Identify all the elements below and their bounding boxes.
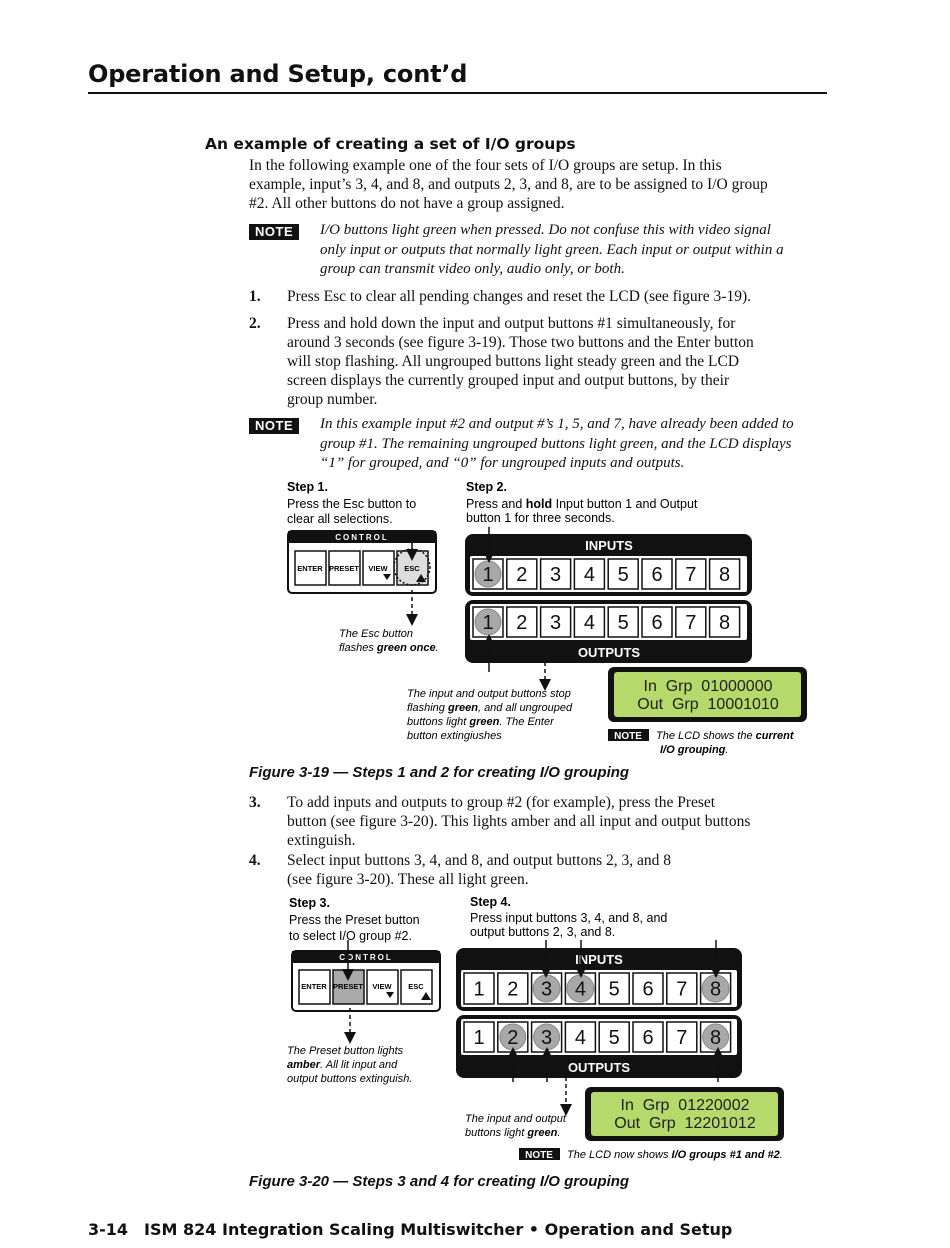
fig20-step4-title: Step 4. <box>470 895 511 909</box>
lcd-note: The LCD now shows I/O groups #1 and #2. <box>567 1149 783 1161</box>
intro-line: #2. All other buttons do not have a group assigned. <box>249 195 565 212</box>
step-number: 4. <box>249 852 261 869</box>
intro-line: In the following example one of the four sets of I/O groups are setup. In this <box>249 157 722 174</box>
fig19-step2-title: Step 2. <box>466 480 507 494</box>
fig20-step3-desc: to select I/O group #2. <box>289 929 412 943</box>
step-line: group number. <box>287 391 378 408</box>
input-button-label: 6 <box>642 978 654 1001</box>
input-button-label: 8 <box>710 978 722 1001</box>
view-button-label: VIEW <box>368 564 388 573</box>
step-number: 1. <box>249 288 261 305</box>
note-line: I/O buttons light green when pressed. Do not confuse this with video signal <box>320 222 771 238</box>
outputs-label: OUTPUTS <box>567 1060 631 1075</box>
io-note: buttons light green. The Enter <box>407 716 554 728</box>
note-line: group #1. The remaining ungrouped buttons light green, and the LCD displays <box>320 435 792 452</box>
intro-line: example, input’s 3, 4, and 8, and outputs 2, 3, and 8, are to be assigned to I/O group <box>249 176 768 193</box>
input-button-label: 3 <box>550 564 562 586</box>
io-note: The input and output buttons stop <box>407 688 571 700</box>
note-line: only input or outputs that normally light green. Each input or output within a <box>320 241 784 258</box>
note-badge-label: NOTE <box>614 731 642 742</box>
fig20-step3-title: Step 3. <box>289 896 330 910</box>
input-button-label: 8 <box>719 564 731 586</box>
note-line: “1” for grouped, and “0” for ungrouped inputs and outputs. <box>320 455 685 471</box>
output-button-label: 3 <box>541 1027 553 1049</box>
lcd-line: In Grp 01000000 <box>643 678 773 695</box>
inputs-label: INPUTS <box>585 538 633 553</box>
fig20-step4-desc: Press input buttons 3, 4, and 8, and <box>470 911 668 925</box>
preset-button-label: PRESET <box>332 982 364 991</box>
outputs-label: OUTPUTS <box>577 645 641 660</box>
input-button-label: 7 <box>676 978 688 1001</box>
step-line: will stop flashing. All ungrouped buttons light steady green and the LCD <box>287 353 740 370</box>
step-line: (see figure 3-20). These all light green. <box>287 871 529 888</box>
inputs-label: INPUTS <box>575 952 623 967</box>
page-header-title: Operation and Setup, cont’d <box>88 60 468 88</box>
esc-note: The Esc button <box>339 628 413 640</box>
fig20-step3-desc: Press the Preset button <box>289 913 420 927</box>
input-button-label: 4 <box>583 564 595 586</box>
fig20-step4-desc: output buttons 2, 3, and 8. <box>470 925 616 939</box>
lcd-display <box>585 1087 784 1141</box>
io-note: button extingiushes <box>407 730 502 742</box>
lcd-line: Out Grp 10001010 <box>637 696 779 713</box>
step-line: extinguish. <box>287 832 356 849</box>
output-button-label: 3 <box>550 612 562 634</box>
page-number: 3-14 <box>88 1220 129 1239</box>
input-button-label: 2 <box>516 564 528 586</box>
output-button-label: 1 <box>482 612 494 634</box>
output-button-label: 5 <box>608 1027 620 1049</box>
step-line: screen displays the currently grouped input and output buttons, by their <box>287 372 730 389</box>
step-number: 2. <box>249 315 261 332</box>
step-line: button (see figure 3-20). This lights amber and all input and output buttons <box>287 813 751 830</box>
lcd-note: I/O grouping. <box>660 744 729 756</box>
output-button-label: 7 <box>685 612 697 634</box>
control-panel <box>292 940 440 1038</box>
esc-button-label: ESC <box>408 982 424 991</box>
step-line: To add inputs and outputs to group #2 (for example), press the Preset <box>287 794 716 811</box>
inputs-panel <box>456 948 742 1011</box>
output-button-label: 2 <box>516 612 528 634</box>
io-note: The input and output <box>465 1113 566 1125</box>
lcd-line: Out Grp 12201012 <box>614 1115 756 1132</box>
output-button-label: 4 <box>583 612 595 634</box>
preset-note: amber. All lit input and <box>287 1059 398 1071</box>
note-line: group can transmit video only, audio only, or both. <box>320 261 625 277</box>
fig19-step2-desc: button 1 for three seconds. <box>466 511 615 525</box>
output-button-label: 6 <box>651 612 663 634</box>
input-button-label: 1 <box>473 978 485 1001</box>
input-button-label: 4 <box>574 978 586 1001</box>
note-badge: NOTE <box>249 224 299 240</box>
fig19-step2-desc: Press and hold Input button 1 and Output <box>466 497 698 511</box>
input-button-label: 2 <box>507 978 519 1001</box>
step-number: 3. <box>249 794 261 811</box>
output-button-label: 8 <box>719 612 731 634</box>
lcd-note: The LCD shows the current <box>656 730 794 742</box>
esc-button-label: ESC <box>404 564 420 573</box>
input-button-label: 1 <box>482 564 494 586</box>
output-button-label: 4 <box>574 1027 586 1049</box>
preset-button-label: PRESET <box>328 564 360 573</box>
step-line: Press Esc to clear all pending changes and reset the LCD (see figure 3-19). <box>287 288 751 305</box>
control-label: CONTROL <box>335 533 389 542</box>
footer-text: ISM 824 Integration Scaling Multiswitcher • Operation and Setup <box>144 1220 733 1239</box>
input-button-label: 6 <box>651 564 663 586</box>
control-label: CONTROL <box>339 953 393 962</box>
preset-note: output buttons extinguish. <box>287 1073 413 1085</box>
input-button-label: 5 <box>608 978 620 1001</box>
fig19-step1-title: Step 1. <box>287 480 328 494</box>
step-line: Press and hold down the input and output buttons #1 simultaneously, for <box>287 315 736 332</box>
output-button-label: 1 <box>473 1027 485 1049</box>
step-line: Select input buttons 3, 4, and 8, and output buttons 2, 3, and 8 <box>287 852 672 869</box>
section-title: An example of creating a set of I/O groups <box>205 135 576 153</box>
enter-button-label: ENTER <box>301 982 327 991</box>
note-badge: NOTE <box>249 418 299 434</box>
output-button-label: 8 <box>710 1027 722 1049</box>
page-footer <box>88 1220 732 1239</box>
input-button-label: 5 <box>617 564 629 586</box>
outputs-panel <box>456 1015 742 1078</box>
fig19-step1-desc: Press the Esc button to <box>287 497 417 511</box>
lcd-line: In Grp 01220002 <box>620 1097 750 1114</box>
output-button-label: 6 <box>642 1027 654 1049</box>
io-note: flashing green, and all ungrouped <box>407 702 573 714</box>
input-button-label: 7 <box>685 564 697 586</box>
fig19-step1-desc: clear all selections. <box>287 512 393 526</box>
io-note: buttons light green. <box>465 1127 561 1139</box>
output-button-label: 2 <box>507 1027 519 1049</box>
figure-caption: Figure 3-20 — Steps 3 and 4 for creating I/O grouping <box>249 1173 630 1190</box>
note-line: In this example input #2 and output #’s 1, 5, and 7, have already been added to <box>320 416 794 432</box>
esc-note: flashes green once. <box>339 642 439 654</box>
output-button-label: 7 <box>676 1027 688 1049</box>
input-button-label: 3 <box>541 978 553 1001</box>
view-button-label: VIEW <box>372 982 392 991</box>
preset-note: The Preset button lights <box>287 1045 404 1057</box>
note-badge-label: NOTE <box>525 1150 553 1161</box>
output-button-label: 5 <box>617 612 629 634</box>
enter-button-label: ENTER <box>297 564 323 573</box>
step-line: around 3 seconds (see figure 3-19). Those two buttons and the Enter button <box>287 334 754 351</box>
figure-caption: Figure 3-19 — Steps 1 and 2 for creating I/O grouping <box>249 764 630 781</box>
